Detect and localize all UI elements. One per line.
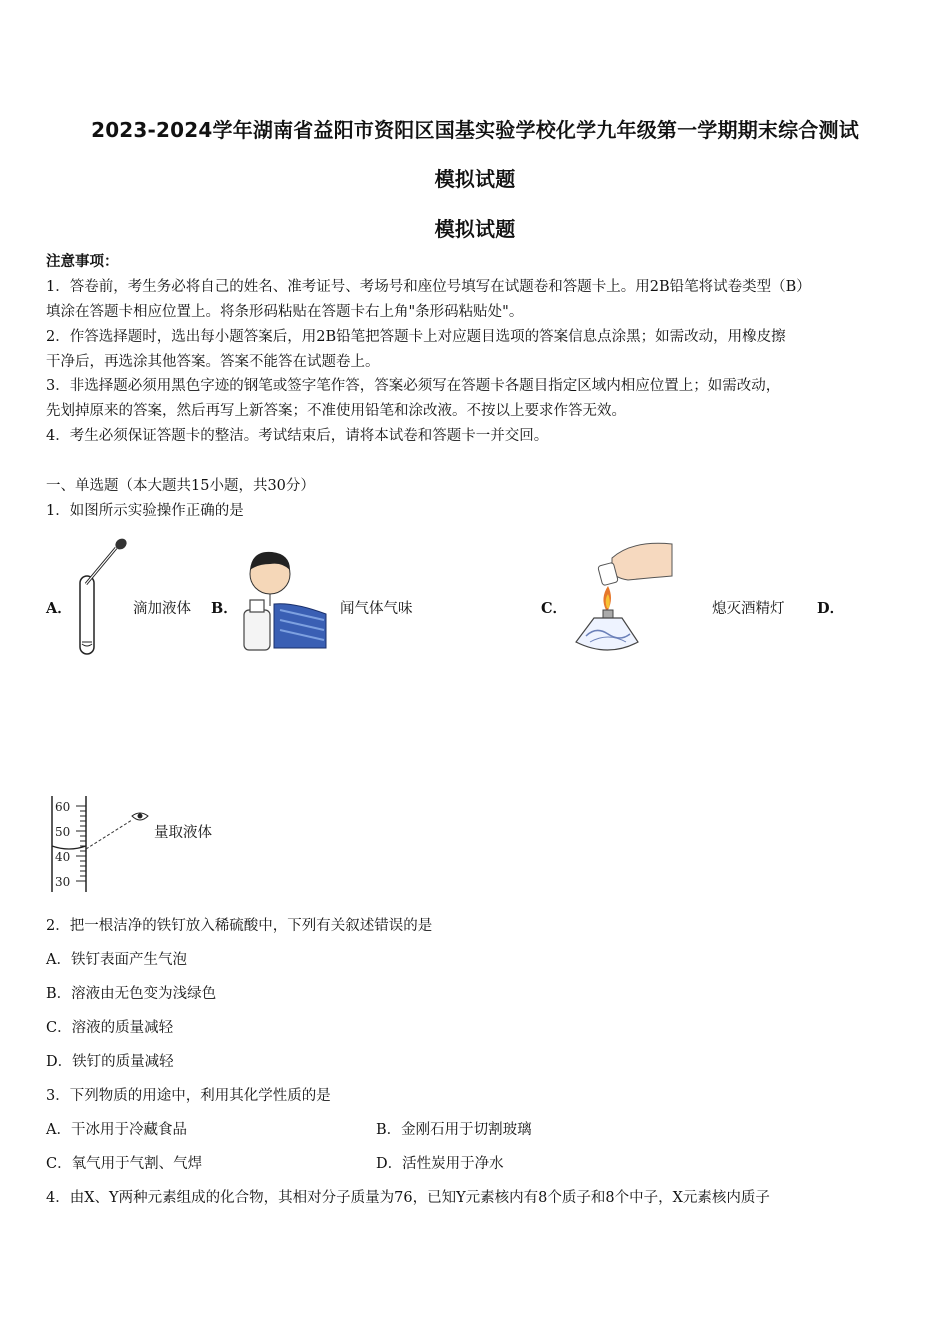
alcohol-lamp-image	[572, 536, 676, 658]
graduated-cylinder-image	[46, 794, 154, 894]
dropper-test-tube-image	[72, 536, 132, 660]
q1-option-b-letter: B．	[211, 600, 238, 617]
section-heading: 一、单选题（本大题共15小题，共30分）	[46, 478, 315, 494]
q3-option: B．金刚石用于切割玻璃	[376, 1122, 532, 1138]
q3-option: A．干冰用于冷藏食品	[46, 1122, 187, 1138]
cylinder-tick-label: 60	[55, 800, 71, 814]
question-1-stem: 1．如图所示实验操作正确的是	[46, 503, 244, 519]
question-2-stem: 2．把一根洁净的铁钉放入稀硫酸中，下列有关叙述错误的是	[46, 918, 433, 934]
question-4-stem: 4．由X、Y两种元素组成的化合物，其相对分子质量为76，已知Y元素核内有8个质子和8个中子，X元素核内质子	[46, 1190, 770, 1206]
q1-option-b-caption: 闻气体气味	[340, 601, 413, 617]
exam-subtitle-repeat: 模拟试题	[434, 217, 516, 241]
notice-line: 先划掉原来的答案，然后再写上新答案；不准使用铅笔和涂改液。不按以上要求作答无效。	[46, 403, 626, 419]
smelling-gas-image	[240, 544, 332, 652]
question-3-stem: 3．下列物质的用途中，利用其化学性质的是	[46, 1088, 331, 1104]
q2-option: C．溶液的质量减轻	[46, 1020, 174, 1036]
notice-line: 干净后，再选涂其他答案。答案不能答在试题卷上。	[46, 354, 380, 370]
notice-line: 4．考生必须保证答题卡的整洁。考试结束后，请将本试卷和答题卡一并交回。	[46, 428, 549, 444]
exam-subtitle: 模拟试题	[434, 167, 516, 191]
q3-option: C．氧气用于气割、气焊	[46, 1156, 203, 1172]
q1-option-c-letter: C．	[541, 600, 568, 617]
q2-option: B．溶液由无色变为浅绿色	[46, 986, 217, 1002]
notice-heading: 注意事项：	[46, 253, 119, 270]
notice-line: 3．非选择题必须用黑色字迹的钢笔或签字笔作答，答案必须写在答题卡各题目指定区域内相应位置上；如需改动，	[46, 378, 781, 394]
q2-option: A．铁钉表面产生气泡	[46, 952, 187, 968]
q1-option-a-caption: 滴加液体	[133, 601, 191, 617]
q2-option: D．铁钉的质量减轻	[46, 1054, 174, 1070]
exam-title: 2023-2024学年湖南省益阳市资阳区国基实验学校化学九年级第一学期期末综合测试	[91, 118, 859, 142]
q1-option-d-letter: D．	[817, 600, 845, 617]
cylinder-tick-label: 40	[55, 850, 71, 864]
notice-line: 填涂在答题卡相应位置上。将条形码粘贴在答题卡右上角"条形码粘贴处"。	[46, 304, 524, 320]
notice-line: 2．作答选择题时，选出每小题答案后，用2B铅笔把答题卡上对应题目选项的答案信息点涂黑；如需改动，用橡皮擦	[46, 329, 786, 345]
q1-option-a-letter: A．	[46, 600, 72, 617]
q1-option-d-caption: 量取液体	[154, 825, 212, 841]
cylinder-tick-label: 50	[55, 825, 71, 839]
q3-option: D．活性炭用于净水	[376, 1156, 504, 1172]
cylinder-tick-label: 30	[55, 875, 71, 889]
q1-option-c-caption: 熄灭酒精灯	[712, 601, 785, 617]
notice-line: 1．答卷前，考生务必将自己的姓名、准考证号、考场号和座位号填写在试题卷和答题卡上。用2B铅笔将试卷类型（B）	[46, 279, 811, 295]
